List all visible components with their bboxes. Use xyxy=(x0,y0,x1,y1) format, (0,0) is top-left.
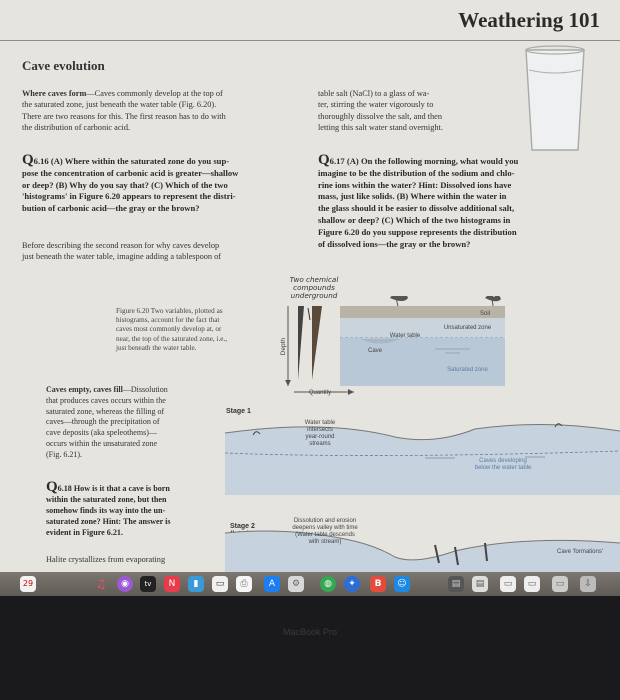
caves-developing-label xyxy=(458,458,548,472)
water-table-label: Water table xyxy=(389,333,421,339)
label-line: with stream) xyxy=(308,539,342,545)
label-line: deepens valley with time xyxy=(292,525,358,531)
downloads-icon[interactable]: ⇩ xyxy=(580,576,596,592)
text-line: —Caves commonly develop at the top of xyxy=(86,89,223,98)
text-line: saturated zone, whereas the filling of xyxy=(46,406,165,416)
text-line: 6.17 (A) On the following morning, what would you xyxy=(329,156,519,166)
text-line: mass, just like solids. (B) Where within the water in xyxy=(318,191,507,202)
text-line: somehow finds its way into the un- xyxy=(46,506,166,515)
where-caves-form-paragraph xyxy=(22,88,307,134)
label-line: (Water table descends xyxy=(295,532,355,538)
brown-histogram xyxy=(312,306,322,380)
label-line: Water table xyxy=(304,420,336,426)
cave-label: Cave xyxy=(367,348,382,354)
text-line: ter, stirring the water vigorously to xyxy=(318,100,434,110)
dissolution-label xyxy=(280,518,370,546)
figure-6-21-cross-sections xyxy=(225,405,620,572)
question-6-17 xyxy=(318,152,608,250)
text-line: 6.16 (A) Where within the saturated zone do you sup- xyxy=(33,156,230,166)
question-6-18 xyxy=(46,479,221,538)
text-line: bution of carbonic acid—the gray or the brown? xyxy=(22,203,200,214)
text-line: 'histograms' in Figure 6.20 appears to represent the distri- xyxy=(22,191,236,202)
unsaturated-zone-label: Unsaturated zone xyxy=(443,325,492,331)
text-line: occurs within the unsaturated zone xyxy=(46,438,158,448)
dock-bar xyxy=(0,572,620,596)
window-thumbnail-icon[interactable]: ▭ xyxy=(524,576,540,592)
stage-1-label: Stage 1 xyxy=(226,408,251,415)
caption-line: near, the top of the saturated zone, i.e., xyxy=(116,334,228,343)
finder-icon[interactable]: ☺ xyxy=(394,576,410,592)
section-title: Cave evolution xyxy=(22,58,105,73)
caption-line: Figure 6.20 Two variables, plotted as xyxy=(116,307,223,315)
bezel-label: MacBook Pro xyxy=(282,627,338,637)
label-line: Dissolution and erosion xyxy=(293,518,357,524)
figure-6-20-caption xyxy=(116,307,276,353)
text-line: or deep? (B) Why do you say that? (C) Which of the two xyxy=(22,179,228,190)
text-line: evident in Figure 6.21. xyxy=(46,528,123,537)
text-line: 6.18 How is it that a cave is born xyxy=(57,484,170,493)
caption-line: histograms, account for the fact that xyxy=(116,316,220,325)
question-marker: Q xyxy=(22,152,34,168)
text-line: the distribution of carbonic acid. xyxy=(22,123,131,133)
stocks-icon[interactable]: ▮ xyxy=(188,576,204,592)
text-line: Before describing the second reason for why caves develop xyxy=(22,241,220,250)
preview-icon[interactable]: ▭ xyxy=(212,576,228,592)
text-line: Figure 6.20 do you suppose represents the distribution xyxy=(318,226,517,237)
text-line: letting this salt water stand overnight. xyxy=(318,123,443,133)
document-thumbnail-icon[interactable]: ▤ xyxy=(472,576,488,592)
text-line: cave deposits (aka speleothems)— xyxy=(46,428,157,438)
text-line: just beneath the water table, imagine adding a tablespoon of xyxy=(22,252,222,262)
label-line: year-round xyxy=(305,434,335,440)
text-line: the saturated zone, just beneath the water table (Fig. 6.20). xyxy=(22,100,217,110)
text-line: table salt (NaCl) to a glass of wa- xyxy=(318,89,430,98)
quantity-label: Quantity xyxy=(308,390,332,396)
handwritten-annotation xyxy=(284,276,344,300)
podcasts-icon[interactable]: ◉ xyxy=(117,576,133,592)
caption-line: just beneath the water table. xyxy=(116,343,197,352)
window-thumbnail-icon[interactable]: ▭ xyxy=(552,576,568,592)
hand-line: Two chemical xyxy=(289,275,339,284)
label-line: intersects xyxy=(307,427,333,433)
printer-icon[interactable]: ⎙ xyxy=(236,576,252,592)
text-line: imagine to be the distribution of the sodium and chlo- xyxy=(318,167,515,178)
halite-line: Halite crystallizes from evaporating xyxy=(46,555,166,564)
text-line: saturated zone? Hint: The answer is xyxy=(46,517,171,526)
text-line: the glass should it be easier to dissolve additional salt, xyxy=(318,203,515,214)
b-app-icon[interactable]: B xyxy=(370,576,386,592)
text-line: There are two reasons for this. The first reason has to do with xyxy=(22,111,226,121)
cave-formations-label: Cave 'formations' xyxy=(557,549,603,555)
window-thumbnail-icon[interactable]: ▤ xyxy=(448,576,464,592)
text-line: caves—through the precipitation of xyxy=(46,417,160,427)
text-line: rine ions within the water? Hint: Dissolved ions have xyxy=(318,179,512,190)
saturated-zone-fill xyxy=(340,338,505,386)
label-line: streams xyxy=(309,441,331,447)
page-header-title: Weathering 101 xyxy=(458,8,600,32)
system-preferences-icon[interactable]: ⚙ xyxy=(288,576,304,592)
text-line: shallow or deep? (C) Which of the two histograms in xyxy=(318,214,511,225)
water-table-intersects-label xyxy=(290,420,350,448)
music-icon[interactable]: ♫ xyxy=(95,577,107,591)
safari-icon[interactable]: ✦ xyxy=(344,576,360,592)
label-line: below the water table xyxy=(474,465,532,471)
paragraph-lead: Where caves form xyxy=(22,89,87,98)
apple-tv-icon[interactable]: tv xyxy=(140,576,156,592)
window-thumbnail-icon[interactable]: ▭ xyxy=(500,576,516,592)
app-store-icon[interactable]: A xyxy=(264,576,280,592)
stage-2-line: Stage 2 xyxy=(230,523,255,530)
text-line: that produces caves occurs within the xyxy=(46,395,166,405)
question-marker: Q xyxy=(46,479,58,495)
hand-line: compounds xyxy=(293,283,335,292)
gray-histogram xyxy=(298,306,304,380)
question-marker: Q xyxy=(318,152,330,168)
text-line: of dissolved ions—the gray or the brown? xyxy=(318,238,471,249)
header-rule xyxy=(0,40,620,41)
calendar-icon[interactable]: 29 xyxy=(20,576,36,592)
chrome-icon[interactable]: ◍ xyxy=(320,576,336,592)
text-line: (Fig. 6.21). xyxy=(46,449,82,459)
caption-line: caves most commonly develop at, or xyxy=(116,325,222,334)
depth-label: Depth xyxy=(280,338,287,356)
news-icon[interactable]: N xyxy=(164,576,180,592)
salt-water-paragraph xyxy=(318,88,518,134)
text-line: pose the concentration of carbonic acid is greater—shallow xyxy=(22,167,239,178)
glass-of-water-illustration xyxy=(520,44,590,156)
saturated-zone-label: Saturated zone xyxy=(447,367,488,373)
stage-1-ground xyxy=(225,424,620,495)
label-line: Caves developing xyxy=(479,458,527,464)
hand-line: underground xyxy=(290,291,338,300)
paragraph-lead: Caves empty, caves fill xyxy=(46,385,123,394)
second-reason-paragraph xyxy=(22,240,312,263)
caves-empty-paragraph xyxy=(46,385,216,461)
text-line: —Dissolution xyxy=(122,385,168,394)
soil-label: Soil xyxy=(479,311,490,317)
question-6-16 xyxy=(22,152,312,215)
text-line: thoroughly dissolve the salt, and then xyxy=(318,111,442,121)
text-line: within the saturated zone, but then xyxy=(46,495,167,504)
